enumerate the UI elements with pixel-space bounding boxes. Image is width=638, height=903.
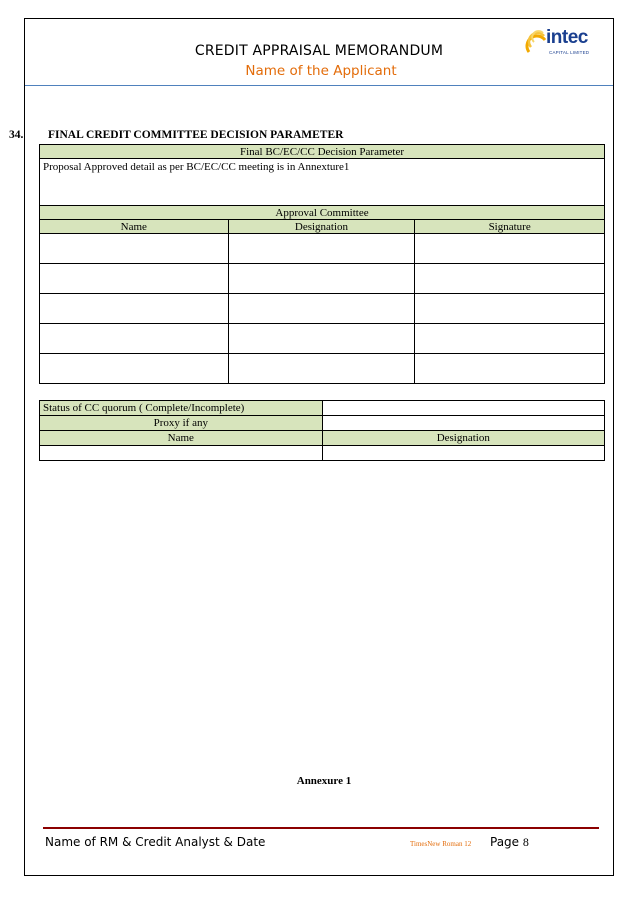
- name-cell[interactable]: [40, 354, 229, 384]
- approval-committee-header: Approval Committee: [40, 206, 605, 220]
- name-cell[interactable]: [40, 264, 229, 294]
- designation-cell[interactable]: [228, 354, 415, 384]
- company-logo: [525, 27, 603, 64]
- page-number: 8: [522, 835, 529, 849]
- table-row: [40, 324, 605, 354]
- name-cell[interactable]: [40, 294, 229, 324]
- footer-font-note: TimesNew Roman 12: [410, 840, 472, 848]
- designation-cell[interactable]: [228, 294, 415, 324]
- column-header-name: Name: [40, 220, 229, 234]
- designation-cell[interactable]: [228, 324, 415, 354]
- quorum-status-value[interactable]: [322, 401, 604, 416]
- column-header-signature: Signature: [415, 220, 605, 234]
- signature-cell[interactable]: [415, 294, 605, 324]
- quorum-table: [39, 400, 605, 461]
- designation-cell[interactable]: [322, 446, 604, 461]
- decision-parameter-header: Final BC/EC/CC Decision Parameter: [40, 145, 605, 159]
- table-row: [40, 354, 605, 384]
- page-label: Page: [490, 835, 520, 849]
- footer-analyst-label: Name of RM & Credit Analyst & Date: [45, 835, 266, 849]
- signature-cell[interactable]: [415, 354, 605, 384]
- decision-parameter-table: [39, 144, 605, 384]
- footer-rule: [43, 827, 599, 829]
- page-indicator: [490, 835, 529, 850]
- table-row: [40, 234, 605, 264]
- applicant-name: Name of the Applicant: [245, 63, 397, 79]
- proxy-value[interactable]: [322, 416, 604, 431]
- table-row: [40, 294, 605, 324]
- table-row: [40, 264, 605, 294]
- column-header-designation: Designation: [322, 431, 604, 446]
- logo-wordmark: intec: [546, 27, 588, 48]
- header-rule: [25, 85, 613, 86]
- table-row: [40, 446, 605, 461]
- designation-cell[interactable]: [228, 234, 415, 264]
- column-header-designation: Designation: [228, 220, 415, 234]
- signature-cell[interactable]: [415, 324, 605, 354]
- name-cell[interactable]: [40, 324, 229, 354]
- signature-cell[interactable]: [415, 264, 605, 294]
- quorum-status-label: Status of CC quorum ( Complete/Incomplete): [40, 401, 323, 416]
- logo-subtext: CAPITAL LIMITED: [549, 50, 590, 55]
- column-header-name: Name: [40, 431, 323, 446]
- annexure-heading: Annexure 1: [296, 775, 352, 787]
- section-title: FINAL CREDIT COMMITTEE DECISION PARAMETER: [48, 129, 344, 141]
- name-cell[interactable]: [40, 446, 323, 461]
- signature-cell[interactable]: [415, 234, 605, 264]
- designation-cell[interactable]: [228, 264, 415, 294]
- page-title: CREDIT APPRAISAL MEMORANDUM: [194, 43, 444, 59]
- section-number: 34.: [9, 129, 24, 141]
- proposal-detail-cell[interactable]: Proposal Approved detail as per BC/EC/CC meeting is in Annexture1: [40, 159, 605, 206]
- proxy-label: Proxy if any: [40, 416, 323, 431]
- name-cell[interactable]: [40, 234, 229, 264]
